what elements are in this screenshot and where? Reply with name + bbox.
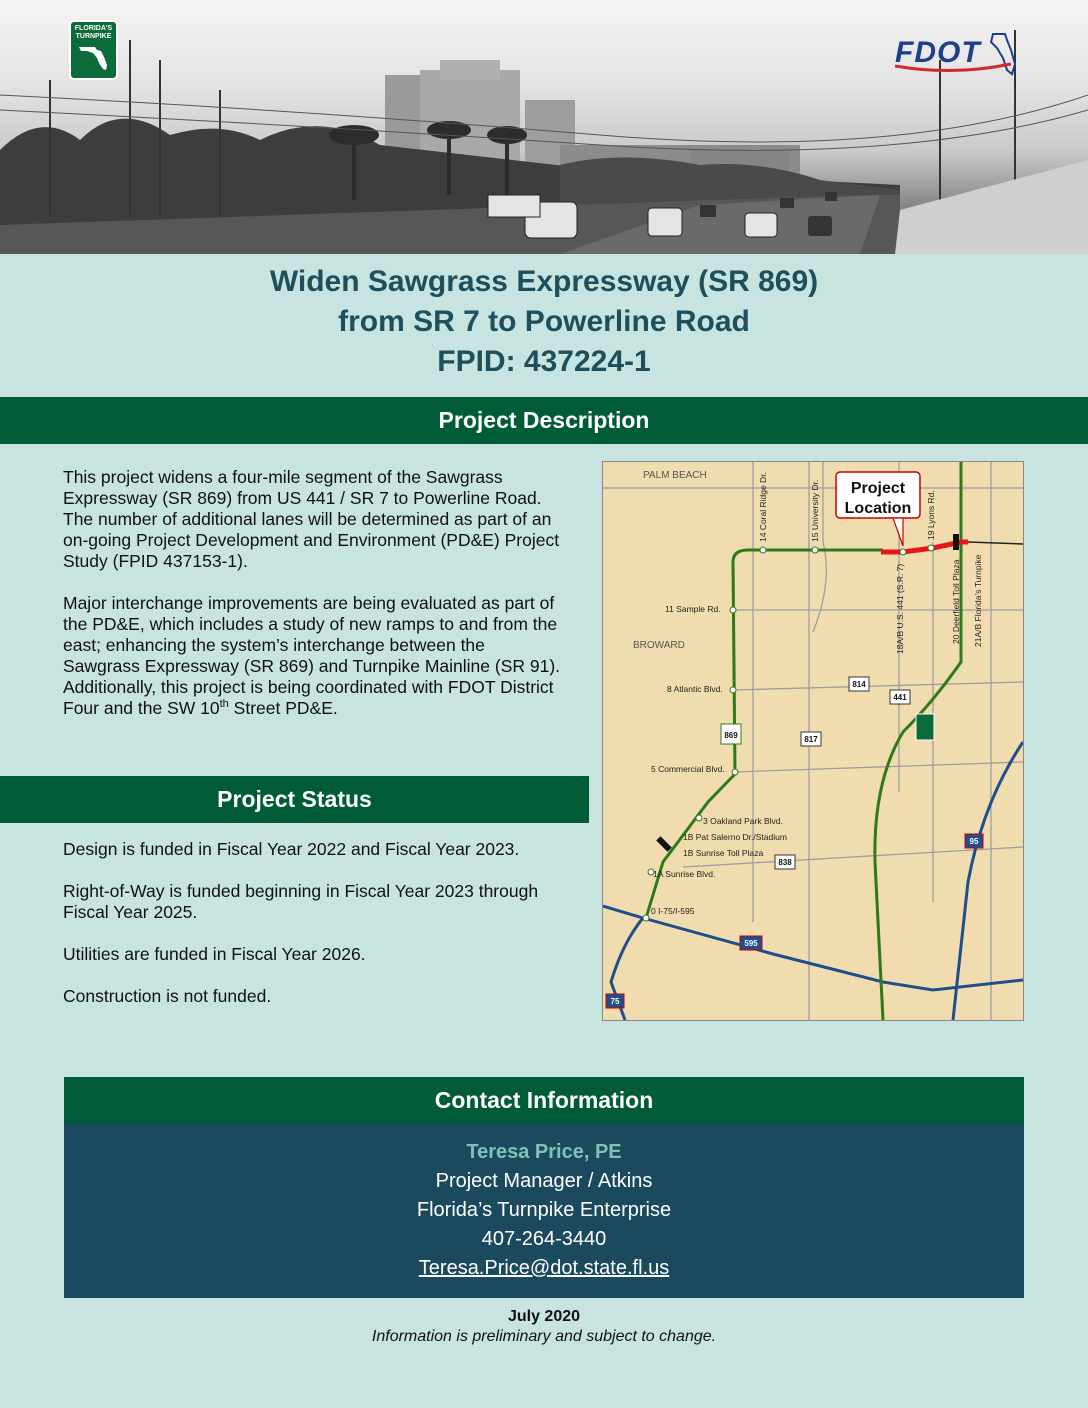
description-paragraph-2 [63, 593, 563, 719]
exit-label: 15 University Dr. [810, 479, 820, 542]
title-line-3: FPID: 437224-1 [437, 345, 651, 378]
description-paragraph-2-text: Major interchange improvements are being evaluated as part of the PD&E, which includes a study of new ramps to and from the east; enhancing the system’s interchange between the Sawgrass Expressway (SR 869) and Turnpike Mainline (SR 91). Additionally, this project is being coordinated with FDOT District Four and the SW 10 [63, 593, 561, 718]
contact-name: Teresa Price, PE [466, 1141, 622, 1163]
status-item: Construction is not funded. [63, 986, 272, 1006]
project-description-heading: Project Description [438, 407, 650, 433]
county-label-palm-beach: PALM BEACH [643, 470, 707, 481]
map-graphic [603, 462, 1023, 1020]
exit-label: 3 Oakland Park Blvd. [703, 816, 783, 826]
callout-line-1: Project [850, 480, 906, 497]
contact-information-heading: Contact Information [434, 1086, 654, 1113]
exit-label: 20 Deerfield Toll Plaza [951, 559, 961, 644]
fdot-logo-text: FDOT [895, 36, 981, 69]
exit-label: 5 Commercial Blvd. [651, 764, 725, 774]
exit-label: 1A Sunrise Blvd. [653, 869, 716, 879]
exit-label: 8 Atlantic Blvd. [667, 684, 723, 694]
turnpike-logo [69, 20, 118, 80]
project-status-heading: Project Status [217, 786, 372, 812]
exit-label: 21A/B Florida’s Turnpike [973, 554, 983, 647]
project-location-callout [836, 472, 920, 546]
shield-75: 75 [610, 997, 620, 1006]
exit-label: 0 I-75/I-595 [651, 906, 695, 916]
status-item: Utilities are funded in Fiscal Year 2026. [63, 944, 366, 964]
description-paragraph-1: This project widens a four-mile segment of the Sawgrass Expressway (SR 869) from US 441 / SR 7 to Powerline Road. The number of additional lanes will be determined as part of an on-going Project Development and Environment (PD&E) Project Study (FPID 437153-1). [63, 467, 560, 571]
callout-line-2: Location [844, 500, 912, 517]
footer-note: Information is preliminary and subject to change. [371, 1328, 717, 1345]
county-label: BROWARD [633, 640, 685, 651]
shield-869: 869 [724, 731, 738, 740]
exit-label: 11 Sample Rd. [665, 604, 721, 614]
status-item: Design is funded in Fiscal Year 2022 and Fiscal Year 2023. [63, 839, 520, 859]
exit-label: 1B Pat Salerno Dr./Stadium [683, 832, 787, 842]
project-location-map [602, 461, 1024, 1021]
title-line-1: Widen Sawgrass Expressway (SR 869) [269, 265, 819, 298]
superscript-th: th [219, 698, 229, 711]
exit-label: 18A/B U.S. 441 (S.R. 7) [895, 563, 905, 654]
page-title [0, 262, 1088, 382]
florida-map-icon [71, 41, 116, 73]
shield-595: 595 [744, 939, 758, 948]
shield-814: 814 [852, 680, 866, 689]
shield-817: 817 [804, 735, 818, 744]
exit-label: 19 Lyons Rd. [926, 490, 936, 540]
status-item: Right-of-Way is funded beginning in Fiscal Year 2023 through Fiscal Year 2025. [63, 881, 539, 922]
project-status-list [63, 839, 583, 1028]
contact-information-band [64, 1077, 1024, 1123]
project-description-band [0, 397, 1088, 444]
exit-label: 1B Sunrise Toll Plaza [683, 848, 764, 858]
shield-441: 441 [893, 693, 907, 702]
description-paragraph-2-end: Street PD&E. [228, 698, 338, 718]
contact-organization: Florida’s Turnpike Enterprise [416, 1199, 672, 1221]
shield-838: 838 [778, 858, 792, 867]
contact-role: Project Manager / Atkins [435, 1170, 653, 1192]
project-description-text [63, 467, 563, 740]
title-line-2: from SR 7 to Powerline Road [338, 305, 750, 338]
exit-label: 14 Coral Ridge Dr. [758, 472, 768, 542]
project-status-band [0, 776, 589, 823]
turnpike-logo-text: FLORIDA'S TURNPIKE [74, 25, 113, 40]
contact-phone: 407-264-3440 [481, 1228, 607, 1250]
fdot-logo [893, 30, 1018, 80]
turnpike-shield-icon [916, 714, 934, 740]
footer-date: July 2020 [507, 1308, 581, 1325]
contact-email-link[interactable]: Teresa.Price@dot.state.fl.us [418, 1257, 670, 1279]
shield-95: 95 [969, 837, 979, 846]
contact-card [64, 1123, 1024, 1298]
header-photo [0, 0, 1088, 254]
